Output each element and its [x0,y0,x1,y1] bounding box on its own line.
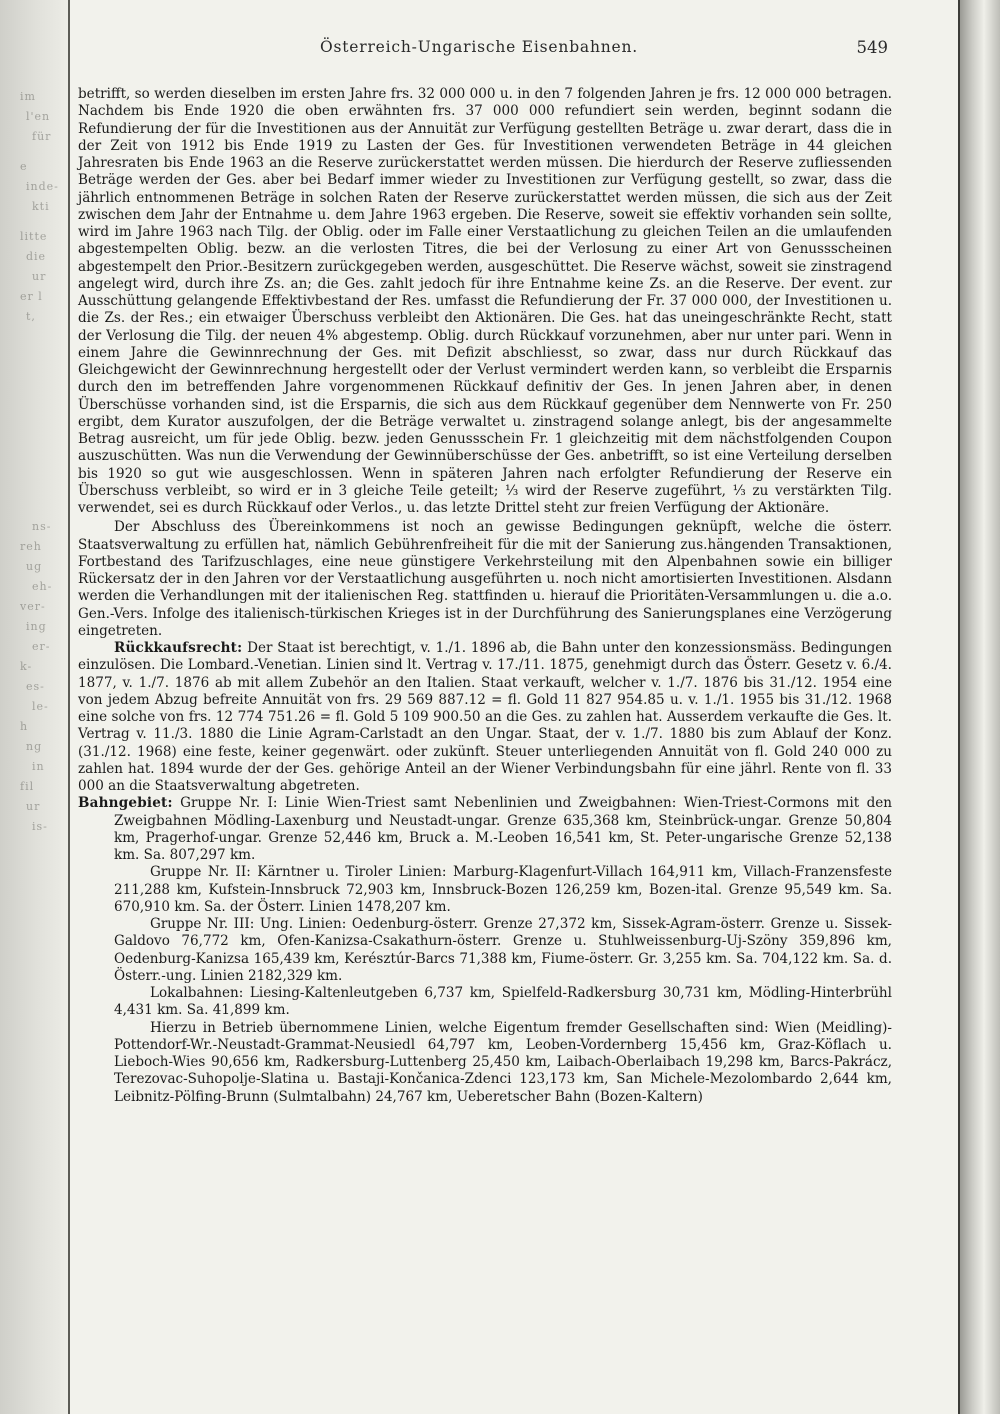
facing-page-fragment: ug [26,560,43,573]
paragraph-group-3: Gruppe Nr. III: Ung. Linien: Oedenburg-österr. Grenze 27,372 km, Sissek-Agram-österr. Grenze u. Sissek-Galdovo 76,772 km, Ofen-Kanizsa-Csakathurn-österr. Grenze u. Stuhlweissenburg-Uj-Szöny 359,896 km, Oedenburg-Kanizsa 165,439 km, Kerésztúr-Barcs 71,388 km, Fiume-österr. Gr. 3,255 km. Sa. 704,122 km. Sa. d. Österr.-ung. Linien 2182,329 km. [114,916,892,984]
paragraph-agreement-conditions: Der Abschluss des Übereinkommens ist noch an gewisse Bedingungen geknüpft, welche die österr. Staatsverwaltung zu erfüllen hat, nämlich Gebührenfreiheit für die mit der Sanierung zus.hängenden Transaktionen, Fortbestand des Tarifzuschlages, eine neue günstigere Verkehrsteilung mit den Alpenbahnen sowie ein billiger Rückersatz der in den Jahren vor der Verstaatlichung ausgeführten u. noch nicht amortisierten Investitionen. Alsdann werden die Verhandlungen mit der italienischen Reg. stattfinden u. hierauf die Prioritäten-Versammlungen u. die a.o. Gen.-Vers. Infolge des italienisch-türkischen Krieges ist in der Durchführung des Sanierungsplanes eine Verzögerung eingetreten. [78,519,892,639]
facing-page-fragment: die [26,250,47,263]
facing-page-fragment: is- [32,820,48,833]
facing-page-fragment: er- [32,640,51,653]
facing-page-fragment: in [32,760,45,773]
facing-page-fragment: l'en [26,110,51,123]
running-head [70,38,888,62]
facing-page-fragment: fil [20,780,35,793]
facing-page-fragment: h [20,720,29,733]
facing-page-fragment: ver- [20,600,46,613]
facing-page-fragment: e [20,160,28,173]
paragraph-foreign-lines: Hierzu in Betrieb übernommene Linien, welche Eigentum fremder Gesellschaften sind: Wien (Meidling)-Pottendorf-Wr.-Neustadt-Grammat-Neusiedl 64,797 km, Leoben-Vordernberg 15,456 km, Graz-Köflach u. Lieboch-Wies 90,656 km, Radkersburg-Luttenberg 25,450 km, Laibach-Oberlaibach 19,298 km, Barcs-Pakrácz, Terezovac-Suhopolje-Slatina u. Bastaji-Končanica-Zdenci 123,173 km, San Michele-Mezolombardo 2,644 km, Leibnitz-Pölfing-Brunn (Sulmtalbahn) 24,767 km, Ueberetscher Bahn (Bozen-Kaltern) [114,1019,892,1105]
facing-page-fragment: k- [20,660,33,673]
facing-page-fragment: litte [20,230,48,243]
heading-bahngebiet: Bahngebiet: [78,795,173,812]
facing-page-fragment: le- [32,700,49,713]
facing-page-fragment: inde- [26,180,59,193]
book-page [70,0,960,1414]
running-title: Österreich-Ungarische Eisenbahnen. [320,38,638,56]
page-number: 549 [856,38,888,57]
facing-page-fragment: ur [26,800,41,813]
facing-page-fragment: er l [20,290,43,303]
paragraph-group-2: Gruppe Nr. II: Kärntner u. Tiroler Linien: Marburg-Klagenfurt-Villach 164,911 km, Villach-Franzensfeste 211,288 km, Kufstein-Innsbruck 72,903 km, Innsbruck-Bozen 126,259 km, Bozen-ital. Grenze 95,549 km. Sa. 670,910 km. Sa. der Österr. Linien 1478,207 km. [114,864,892,915]
paragraph-repurchase-right [78,640,892,795]
facing-page-fragment: ing [26,620,47,633]
paragraph-local-lines: Lokalbahnen: Liesing-Kaltenleutgeben 6,737 km, Spielfeld-Radkersburg 30,731 km, Mödling-Hinterbrühl 4,431 km. Sa. 41,899 km. [114,985,892,1019]
facing-page-fragment: für [32,130,52,143]
body-text [78,86,892,1106]
heading-rueckkaufsrecht: Rückkaufsrecht: [114,640,243,656]
facing-page-fragment: es- [26,680,45,693]
facing-page-edge [0,0,70,1414]
facing-page-fragment: im [20,90,36,103]
facing-page-fragment: reh [20,540,42,553]
facing-page-fragment: eh- [32,580,53,593]
book-spine-edge [958,0,1000,1414]
paragraph-network [78,795,892,864]
facing-page-fragment: ns- [32,520,52,533]
facing-page-fragment: t, [26,310,36,323]
network-group-1-text: Gruppe Nr. I: Linie Wien-Triest samt Nebenlinien und Zweigbahnen: Wien-Triest-Cormons mit den Zweigbahnen Mödling-Laxenburg und Neustadt-ungar. Grenze 635,368 km, Steinbrück-ungar. Grenze 50,804 km, Pragerhof-ungar. Grenze 52,446 km, Bruck a. M.-Leoben 16,541 km, St. Peter-ungarische Grenze 52,138 km. Sa. 807,297 km. [114,795,892,863]
paragraph-annuity-refund: betrifft, so werden dieselben im ersten Jahre frs. 32 000 000 u. in den 7 folgenden Jahren je frs. 12 000 000 betragen. Nachdem bis Ende 1920 die oben erwähnten frs. 37 000 000 refundiert sein werden, beginnt sodann die Refundierung der für die Investitionen aus der Annuität zur Verfügung gestellten Beträge u. zwar derart, dass die in der Zeit von 1912 bis Ende 1919 zu Lasten der Ges. für Investitionen verwendeten Beträge in 44 gleichen Jahresraten bis Ende 1963 an die Reserve zurückerstattet werden müssen. Die hierdurch der Reserve zufliessenden Beträge werden der Ges. aber bei Bedarf immer wieder zu Investitionen zur Verfügung gestellt, so zwar, dass die jährlich entnommenen Beträge in solchen Raten der Reserve zurückerstattet werden müssen, die sich aus der Zeit zwischen dem Jahr der Entnahme u. dem Jahre 1963 ergeben. Die Reserve, soweit sie effektiv vorhanden sein sollte, wird im Jahre 1963 nach Tilg. der Oblig. oder im Falle einer Verstaatlichung zu gleichen Teilen an die umlaufenden abgestempelten Oblig. bezw. an die verlosten Titres, die bei der Verlosung zu einer Art von Genussscheinen abgestempelt den Prior.-Besitzern zurückgegeben werden, ausgeschüttet. Die Reserve wächst, soweit sie zinstragend angelegt wird, durch ihre Zs. an; die Ges. zahlt jedoch für ihre Entnahme keine Zs. an die Reserve. Der event. zur Ausschüttung gelangende Effektivbestand der Res. umfasst die Refundierung der Fr. 37 000 000, der Investitionen u. die Zs. der Res.; ein etwaiger Überschuss verbleibt den Aktionären. Die Ges. hat das uneingeschränkte Recht, statt der Verlosung die Tilg. der neuen 4% abgestemp. Oblig. durch Rückkauf vorzunehmen, aber nur unter pari. Wenn in einem Jahre die Gewinnrechnung der Ges. mit Defizit abschliesst, so zwar, dass nur durch Rückkauf das Gleichgewicht der Gewinnrechnung hergestellt oder der Verlust vermindert werden kann, so verbleibt die Ersparnis durch den im betreffenden Jahre vorgenommenen Rückkauf definitiv der Ges. In jenen Jahren aber, in denen Überschüsse vorhanden sind, ist die Ersparnis, die sich aus dem Rückkauf gegenüber dem Nennwerte von Fr. 250 ergibt, dem Kurator auszufolgen, der die Beträge verwaltet u. zinstragend solange anlegt, bis der angesammelte Betrag ausreicht, um für jede Oblig. bezw. jeden Genussschein Fr. 1 gleichzeitig mit dem nächstfolgenden Coupon auszuschütten. Was nun die Verwendung der Gewinnüberschüsse der Ges. anbetrifft, so ist eine Verteilung derselben bis 1920 so gut wie ausgeschlossen. Wenn in späteren Jahren nach erfolgter Refundierung der Reserve ein Überschuss verbleibt, so wird er in 3 gleiche Teile geteilt; ⅓ wird der Reserve zugeführt, ⅓ zu verstärkten Tilg. verwendet, sei es durch Rückkauf oder Verlos., u. das letzte Drittel steht zur freien Verfügung der Aktionäre. [78,86,892,516]
facing-page-fragment: kti [32,200,50,213]
facing-page-fragment: ng [26,740,43,753]
facing-page-fragment: ur [32,270,47,283]
repurchase-text: Der Staat ist berechtigt, v. 1./1. 1896 ab, die Bahn unter den konzessionsmäss. Bedingungen einzulösen. Die Lombard.-Venetian. Linien sind lt. Vertrag v. 17./11. 1875, genehmigt durch das Österr. Gesetz v. 6./4. 1877, v. 1./7. 1876 ab mit allem Zubehör an den Italien. Staat verkauft, welcher v. 1./7. 1876 bis 31./12. 1954 eine von jedem Abzug befreite Annuität von frs. 29 569 887.12 = fl. Gold 11 827 954.85 u. v. 1./1. 1955 bis 31./12. 1968 eine solche von frs. 12 774 751.26 = fl. Gold 5 109 900.50 an die Ges. zu zahlen hat. Ausserdem verkaufte die Ges. lt. Vertrag v. 11./3. 1880 die Linie Agram-Carlstadt an den Ungar. Staat, der v. 1./7. 1880 bis zum Ablauf der Konz. (31./12. 1968) eine feste, keiner gegenwärt. oder zukünft. Steuer unterliegenden Annuität von fl. Gold 240 000 zu zahlen hat. 1894 wurde der der Ges. gehörige Anteil an der Wiener Verbindungsbahn für eine jährl. Rente von fl. 33 000 an die Staatsverwaltung abgetreten. [78,640,892,794]
